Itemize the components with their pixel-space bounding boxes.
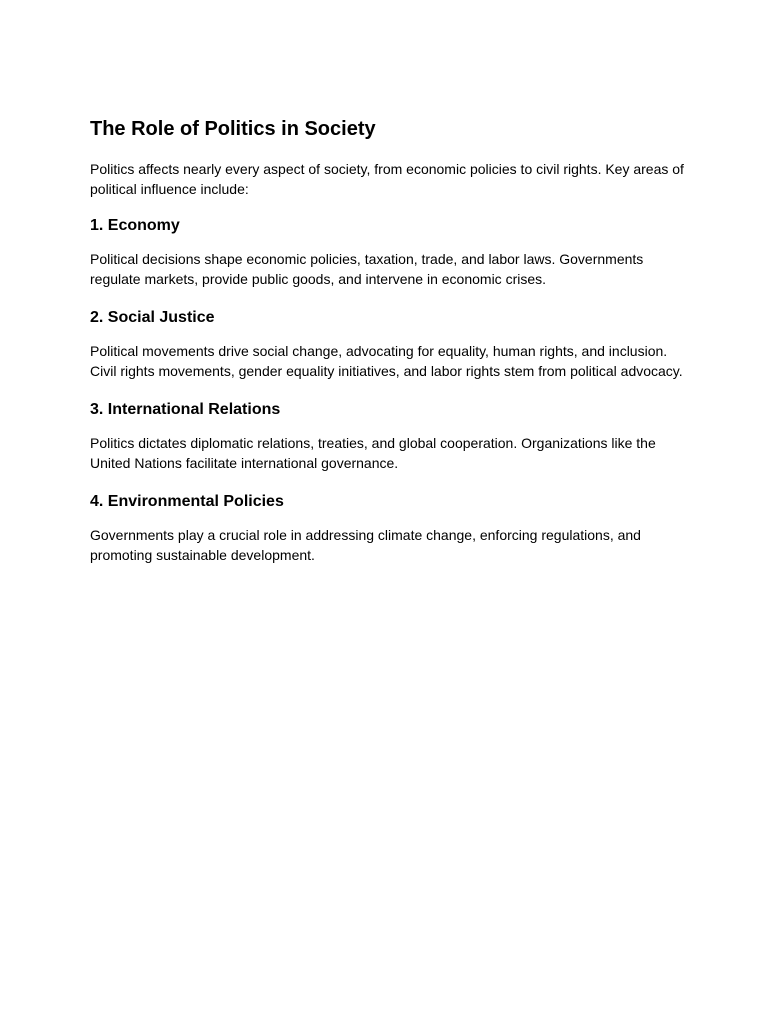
- section-heading: 3. International Relations: [90, 401, 281, 418]
- section-environmental-policies: [90, 491, 690, 565]
- document-page: [90, 116, 690, 565]
- section-paragraph: Politics dictates diplomatic relations, treaties, and global cooperation. Organizations like the United Nations facilitate international governance.: [90, 435, 656, 471]
- intro-paragraph: Politics affects nearly every aspect of society, from economic policies to civil rights. Key areas of political influence include:: [90, 161, 684, 197]
- section-heading: 2. Social Justice: [90, 309, 215, 326]
- section-paragraph: Governments play a crucial role in addressing climate change, enforcing regulations, and promoting sustainable development.: [90, 527, 641, 563]
- section-heading: 4. Environmental Policies: [90, 493, 284, 510]
- section-heading: 1. Economy: [90, 217, 180, 234]
- section-international-relations: [90, 399, 690, 473]
- section-social-justice: [90, 307, 690, 381]
- document-title: The Role of Politics in Society: [90, 118, 376, 140]
- section-economy: [90, 215, 690, 289]
- section-paragraph: Political movements drive social change, advocating for equality, human rights, and inclusion. Civil rights movements, gender equality initiatives, and labor rights stem from political advocacy.: [90, 343, 683, 379]
- section-paragraph: Political decisions shape economic policies, taxation, trade, and labor laws. Governments regulate markets, provide public goods, and intervene in economic crises.: [90, 251, 644, 287]
